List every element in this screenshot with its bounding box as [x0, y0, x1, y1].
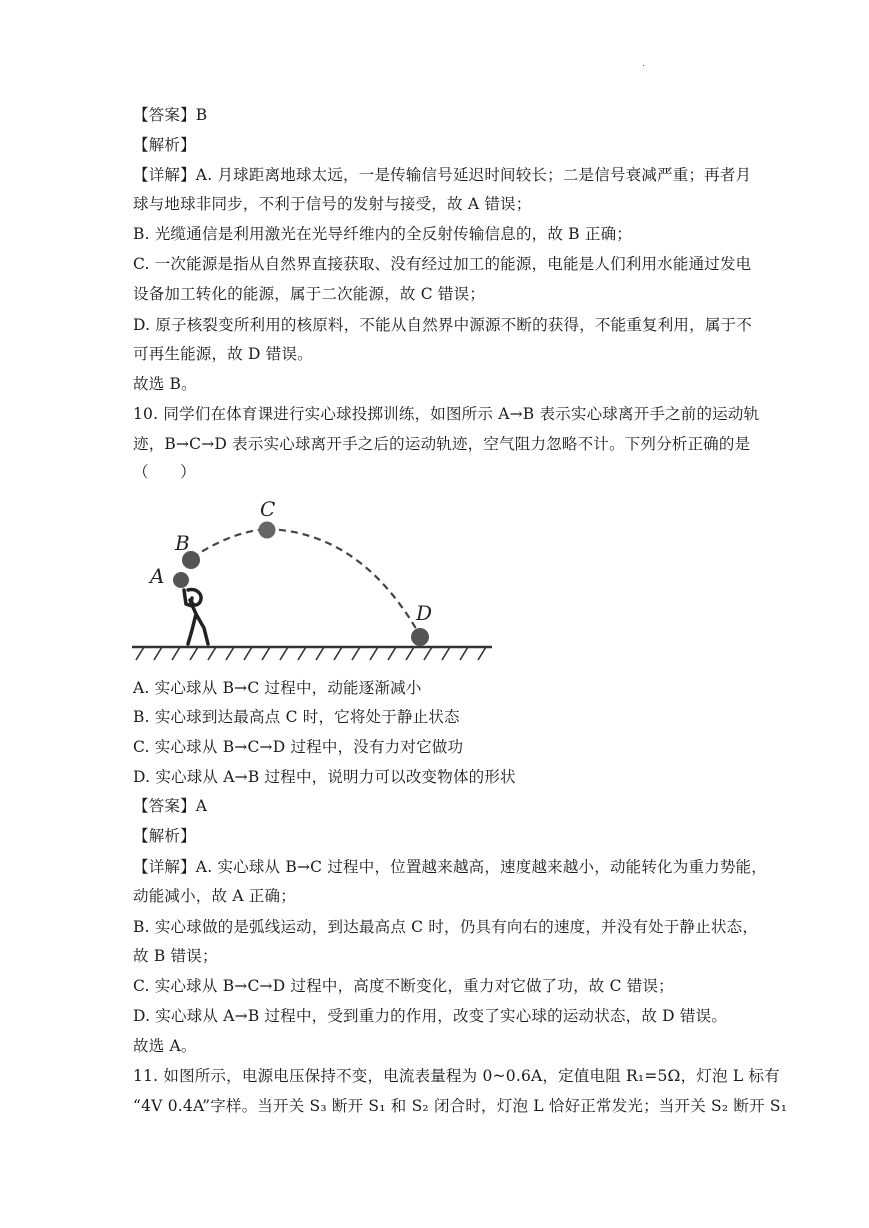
ball-a: [173, 572, 189, 588]
label-b: B: [175, 531, 190, 555]
conclusion-line: 故选 B。: [133, 375, 197, 393]
shot-put-trajectory-figure: [130, 492, 500, 667]
question-11-line: “4V 0.4A”字样。当开关 S₃ 断开 S₁ 和 S₂ 闭合时，灯泡 L 恰好正常发光；当开关 S₂ 断开 S₁: [133, 1097, 788, 1115]
ball-c: [259, 522, 276, 539]
answer-label-9: 【答案】B: [133, 106, 208, 124]
trajectory-b-c: [192, 529, 267, 558]
label-d: D: [416, 601, 433, 625]
page-mark: .: [642, 58, 646, 69]
conclusion-line: 故选 A。: [133, 1037, 197, 1055]
detail-line: C. 一次能源是指从自然界直接获取、没有经过加工的能源，电能是人们利用水能通过发电: [133, 255, 752, 273]
label-c: C: [260, 497, 276, 521]
question-10-blank: （ ）: [133, 463, 196, 481]
option-a: A. 实心球从 B→C 过程中，动能逐渐减小: [133, 679, 422, 697]
question-10-line: 10. 同学们在体育课进行实心球投掷训练，如图所示 A→B 表示实心球离开手之前的运动轨: [133, 405, 760, 423]
detail-line: B. 光缆通信是利用激光在光导纤维内的全反射传输信息的，故 B 正确；: [133, 225, 632, 243]
detail-line: D. 实心球从 A→B 过程中，受到重力的作用，改变了实心球的运动状态，故 D 错误。: [133, 1007, 728, 1025]
detail-line: 可再生能源，故 D 错误。: [133, 345, 313, 363]
question-11-line: 11. 如图所示，电源电压保持不变，电流表量程为 0~0.6A，定值电阻 R₁=5Ω，灯泡 L 标有: [133, 1067, 780, 1085]
analysis-label-10: 【解析】: [133, 827, 196, 845]
trajectory-c-d: [267, 529, 418, 632]
question-10-line: 迹，B→C→D 表示实心球离开手之后的运动轨迹，空气阻力忽略不计。下列分析正确的是: [133, 435, 751, 453]
detail-line: 故 B 错误；: [133, 947, 218, 965]
detail-line: C. 实心球从 B→C→D 过程中，高度不断变化，重力对它做了功，故 C 错误；: [133, 977, 674, 995]
label-a: A: [150, 564, 165, 588]
detail-line: D. 原子核裂变所利用的核原料，不能从自然界中源源不断的获得，不能重复利用，属于不: [133, 316, 752, 334]
answer-label-10: 【答案】A: [133, 797, 208, 815]
detail-line: 【详解】A. 月球距离地球太远，一是传输信号延迟时间较长；二是信号衰减严重；再者月: [133, 166, 752, 184]
option-d: D. 实心球从 A→B 过程中，说明力可以改变物体的形状: [133, 768, 516, 786]
detail-line: 动能减小，故 A 正确；: [133, 887, 296, 905]
detail-line: B. 实心球做的是弧线运动，到达最高点 C 时，仍具有向右的速度，并没有处于静止状态，: [133, 918, 759, 936]
option-b: B. 实心球到达最高点 C 时，它将处于静止状态: [133, 708, 460, 726]
ball-d: [411, 628, 429, 646]
ground-hatching: [136, 647, 486, 660]
detail-line: 设备加工转化的能源，属于二次能源，故 C 错误；: [133, 285, 486, 303]
detail-line: 球与地球非同步，不利于信号的发射与接受，故 A 错误；: [133, 195, 532, 213]
analysis-label-9: 【解析】: [133, 136, 196, 154]
thrower-figure: [184, 590, 208, 644]
detail-line: 【详解】A. 实心球从 B→C 过程中，位置越来越高，速度越来越小，动能转化为重力势能，: [133, 858, 767, 876]
option-c: C. 实心球从 B→C→D 过程中，没有力对它做功: [133, 738, 464, 756]
